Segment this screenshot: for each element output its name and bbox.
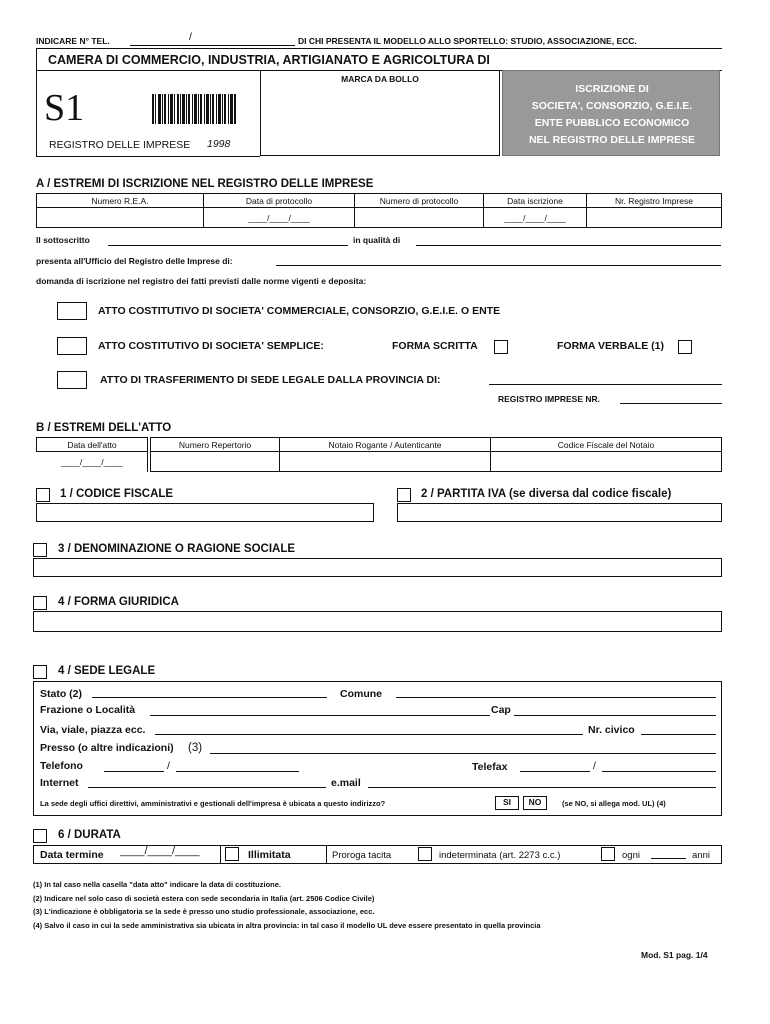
sottoscritto-field[interactable] [108,245,348,246]
note-4: (4) Salvo il caso in cui la sede amministrativa sia ubicata in altra provincia: in tal caso il modello UL deve essere presentato in quella provincia [33,921,541,930]
email-field[interactable] [368,787,716,788]
cf-notaio-field[interactable] [491,452,722,472]
section-b-table [36,437,722,472]
durata-checkbox[interactable] [33,829,47,843]
durata-label: 6 / DURATA [58,829,121,841]
page-footer: Mod. S1 pag. 1/4 [641,950,708,960]
comune-field[interactable] [396,697,716,698]
nr-registro-field[interactable] [587,208,722,228]
codice-fiscale-input[interactable] [36,503,374,522]
note-2: (2) Indicare nel solo caso di società estera con sede secondaria in Italia (art. 2506 Codice Civile) [33,894,375,903]
tel-label: INDICARE N° TEL. [36,36,110,46]
codice-fiscale-label: 1 / CODICE FISCALE [60,488,174,500]
stato-label: Stato (2) [40,688,82,700]
col-repertorio: Numero Repertorio [151,438,280,452]
data-iscrizione-field[interactable]: ____/____/____ [484,208,587,228]
ufficio-field[interactable] [276,265,721,266]
civico-field[interactable] [641,734,716,735]
registro-year: 1998 [207,138,231,150]
registro-label: REGISTRO DELLE IMPRESE [49,139,191,151]
sede-legale-checkbox[interactable] [33,665,47,679]
note-1: (1) In tal caso nella casella "data atto" indicare la data di costituzione. [33,880,282,889]
domanda-label: domanda di iscrizione nel registro dei fatti previsti dalle norme vigenti e deposita: [36,276,367,286]
via-label: Via, viale, piazza ecc. [40,724,146,736]
rea-field[interactable] [37,208,204,228]
col-nr-registro: Nr. Registro Imprese [587,194,722,208]
proroga-label: Proroga tacita [332,850,392,861]
email-label: e.mail [331,777,361,789]
durata-divider-1 [220,845,221,864]
form-code: S1 [44,87,85,129]
sede-legale-label: 4 / SEDE LEGALE [58,665,156,677]
stato-field[interactable] [92,697,327,698]
anni-label: anni [692,850,710,861]
si-checkbox[interactable]: SI [495,796,519,810]
reg-nr-label: REGISTRO IMPRESE NR. [498,394,601,404]
atto-2-checkbox[interactable] [57,337,87,355]
partita-iva-checkbox[interactable] [397,488,411,502]
cap-field[interactable] [514,715,716,716]
data-termine-label: Data termine [40,849,104,861]
form-title-line-4: NEL REGISTRO DELLE IMPRESE [528,134,696,146]
tel-field[interactable] [130,45,295,46]
denominazione-checkbox[interactable] [33,543,47,557]
col-rea: Numero R.E.A. [37,194,204,208]
partita-iva-input[interactable] [397,503,722,522]
telefono-number-field[interactable] [176,771,299,772]
telefax-label: Telefax [472,761,508,773]
partita-iva-label: 2 / PARTITA IVA (se diversa dal codice fiscale) [421,488,672,500]
col-data-iscrizione: Data iscrizione [484,194,587,208]
form-title-line-3: ENTE PUBBLICO ECONOMICO [534,117,690,129]
form-title-line-1: ISCRIZIONE DI [575,83,649,95]
section-b-title: B / ESTREMI DELL'ATTO [36,422,172,434]
atto-1-label: ATTO COSTITUTIVO DI SOCIETA' COMMERCIALE, CONSORZIO, G.E.I.E. O ENTE [98,305,501,317]
ogni-label: ogni [622,850,640,861]
col-numero-protocollo: Numero di protocollo [355,194,484,208]
header-left-rule [36,48,37,156]
telefono-label: Telefono [40,760,83,772]
col-notaio: Notaio Rogante / Autenticante [280,438,491,452]
header-bottom-rule [36,156,260,157]
ogni-checkbox[interactable] [601,847,615,861]
comune-label: Comune [340,688,382,700]
provincia-field[interactable] [489,384,722,385]
durata-divider-2 [326,845,327,864]
denominazione-label: 3 / DENOMINAZIONE O RAGIONE SOCIALE [58,543,296,555]
forma-scritta-label: FORMA SCRITTA [392,340,478,352]
indeterminata-checkbox[interactable] [418,847,432,861]
reg-nr-field[interactable] [620,403,722,404]
indeterminata-label: indeterminata (art. 2273 c.c.) [439,850,561,861]
telefono-sep: / [167,760,170,772]
forma-giuridica-label: 4 / FORMA GIURIDICA [58,596,179,608]
col-data-protocollo: Data di protocollo [204,194,355,208]
data-termine-field[interactable]: ____/____/____ [120,845,200,857]
no-checkbox[interactable]: NO [523,796,547,810]
section-a-title: A / ESTREMI DI ISCRIZIONE NEL REGISTRO DELLE IMPRESE [36,178,374,190]
forma-scritta-checkbox[interactable] [494,340,508,354]
presso-label: Presso (o altre indicazioni) [40,742,174,754]
frazione-label: Frazione o Località [40,704,136,716]
qualita-label: in qualità di [353,235,401,245]
atto-2-label: ATTO COSTITUTIVO DI SOCIETA' SEMPLICE: [98,340,324,352]
data-protocollo-field[interactable]: ____/____/____ [204,208,355,228]
repertorio-field[interactable] [151,452,280,472]
ogni-anni-field[interactable] [651,858,686,859]
presso-note: (3) [188,742,203,754]
qualita-field[interactable] [416,245,721,246]
form-title-box [502,70,720,156]
telefono-prefix-field[interactable] [104,771,164,772]
data-atto-field[interactable]: ____/____/____ [37,452,148,472]
sede-note-label: La sede degli uffici direttivi, amministrativi e gestionali dell'impresa è ubicata a questo indirizzo? [40,799,386,808]
header-rule [36,48,722,49]
illimitata-label: Illimitata [248,849,291,861]
barcode-icon [152,94,236,124]
telefax-sep: / [593,760,596,772]
telefax-prefix-field[interactable] [520,771,590,772]
via-field[interactable] [155,734,583,735]
chamber-title: CAMERA DI COMMERCIO, INDUSTRIA, ARTIGIANATO E AGRICOLTURA DI [48,53,490,67]
civico-label: Nr. civico [588,724,635,736]
atto-1-checkbox[interactable] [57,302,87,320]
notaio-field[interactable] [280,452,491,472]
atto-3-label: ATTO DI TRASFERIMENTO DI SEDE LEGALE DALLA PROVINCIA DI: [100,374,441,386]
forma-giuridica-checkbox[interactable] [33,596,47,610]
codice-fiscale-checkbox[interactable] [36,488,50,502]
numero-protocollo-field[interactable] [355,208,484,228]
internet-field[interactable] [88,787,326,788]
forma-verbale-label: FORMA VERBALE (1) [557,340,664,352]
col-data-atto: Data dell'atto [37,438,148,452]
denominazione-input[interactable] [33,558,722,577]
note-3: (3) L'indicazione è obbligatoria se la sede è presso uno studio professionale, associazione, ecc. [33,907,375,916]
presenter-note: DI CHI PRESENTA IL MODELLO ALLO SPORTELLO: STUDIO, ASSOCIAZIONE, ECC. [298,36,637,46]
forma-giuridica-input[interactable] [33,611,722,632]
marca-label: MARCA DA BOLLO [341,74,419,84]
no-note: (se NO, si allega mod. UL) (4) [562,799,666,808]
internet-label: Internet [40,777,79,789]
section-a-table [36,193,722,228]
atto-3-checkbox[interactable] [57,371,87,389]
col-cf-notaio: Codice Fiscale del Notaio [491,438,722,452]
frazione-field[interactable] [150,715,490,716]
presenta-label: presenta all'Ufficio del Registro delle Imprese di: [36,256,233,266]
forma-verbale-checkbox[interactable] [678,340,692,354]
illimitata-checkbox[interactable] [225,847,239,861]
form-title-line-2: SOCIETA', CONSORZIO, G.E.I.E. [531,100,693,112]
tel-separator: / [189,31,192,43]
telefax-number-field[interactable] [602,771,716,772]
sottoscritto-label: Il sottoscritto [36,235,90,245]
presso-field[interactable] [210,753,716,754]
cap-label: Cap [491,704,511,716]
